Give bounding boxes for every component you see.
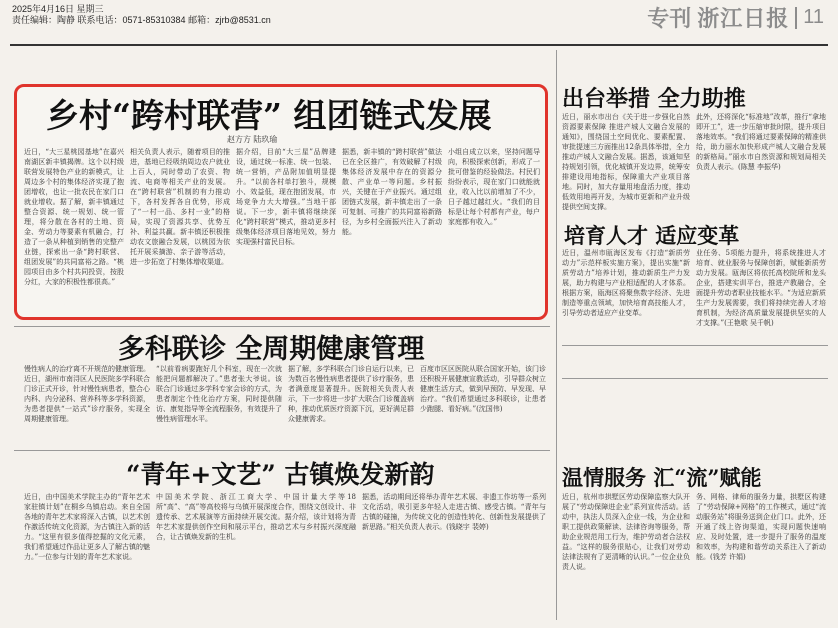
article-4-col-3: 据了解，多学科联合门诊自运行以来，已为数百名慢性病患者提供了诊疗服务，患者满意度显著提升。医院相关负责人表示，下一步将进一步扩大联合门诊覆盖病种，推动优质医疗资源下沉，更好满足群众健康需求。 (288, 365, 414, 423)
article-3-title: 培育人才 适应变革 (564, 220, 743, 250)
article-4-col-1: 慢性病人的治疗离不开规范的健康管理。近日，湖州市南浔区人民医院多学科联合门诊正式开诊，针对慢性病患者，整合心内科、内分泌科、营养科等多学科资源，为患者提供“一站式”诊疗服务，实现全周期健康管理。 (24, 365, 150, 423)
article-1-col-5: 小组自成立以来，坚持问题导向，积极探索创新，形成了一批可借鉴的经验做法。村民们纷纷表示，现在家门口就能就业，收入比以前增加了不少，日子越过越红火。“我们的目标是让每个村都有产业，每户家庭都有收入。” (448, 148, 540, 226)
article-4-col-4: 百度市区区医院从联合国家开始，该门诊还积极开展健康宣教活动，引导群众树立健康生活方式，做到早预防、早发现、早治疗。“我们希望通过多科联诊，让患者少跑腿、看好病。”(沈国伟) (420, 365, 546, 413)
article-1-title: 乡村“跨村联营” 组团链式发展 (46, 96, 492, 135)
article-4-col-2: “以前看病要跑好几个科室，现在一次就能把问题都解决了。”患者张大爷说。该联合门诊通过多学科专家会诊的方式，为患者制定个性化治疗方案，同时提供随访、康复指导等全流程服务，有效提升了慢性病管理水平。 (156, 365, 282, 423)
section-divider (14, 450, 550, 451)
article-1-col-1: 近日，“大三星桃园基地”在嘉兴南湖区新丰镇揭牌。这个以村级联营发展特色产业的新模式，让周边多个村的集体经济实现了抱团增收，也让一批农民在家门口就业增收。据了解，新丰镇通过整合资源、统一规划、统一管理，将分散在各村的土地、资金、劳动力等要素有机融合，打造了一条从种植到销售的完整产业链，探索出一条“跨村联营、组团发展”的共同富裕之路。“桃园项目由多个村共同投资，按股分红，大家的积极性都很高。” (24, 148, 124, 286)
page-number: 11 (803, 6, 824, 28)
article-6-col-2: 务、网格、律师的服务力量，拱墅区构建了“劳动保障+网格”的工作模式，通过“流动服务站”将服务送到企业门口。此外，还开通了线上咨询渠道，实现问题快速响应、及时处置，进一步提升了服务的温度和效率，为构建和谐劳动关系注入了新动能。(钱芳 许娟) (696, 493, 826, 561)
article-1-col-3: 据介绍，目前“大三星”品牌建设，通过统一标准、统一包装、统一营销，产品附加值明显提升。“以前各村单打独斗，规模小、效益低，现在抱团发展，市场竞争力大大增强。”当地干部说。下一步，新丰镇将继续深化“跨村联营”模式，推动更多村级集体经济项目落地见效，努力实现强村富民目标。 (236, 148, 336, 246)
masthead-divider (795, 7, 797, 29)
section-divider (562, 378, 828, 379)
article-1-byline: 赵方方 陆玖瑜 (227, 135, 278, 144)
article-2-col-1: 近日，丽水市出台《关于进一步强化自然资源要素保障 推进产城人文融合发展的通知》，围绕国土空间优化、要素配置、审批提速三方面推出12条具体举措，全力推动产城人文融合发展。据悉，该通知坚持规划引领，优化城镇开发边界，统筹安排建设用地指标，保障重大产业项目落地。同时，加大存量用地盘活力度，推动低效用地再开发，为城市更新和产业升级提供空间支撑。 (562, 113, 690, 211)
article-6-col-1: 近日，杭州市拱墅区劳动保障监察大队开展了“劳动保障进企业”系列宣传活动。活动中，执法人员深入企业一线，为企业和职工提供政策解读、法律咨询等服务，帮助企业规范用工行为，维护劳动者合法权益。“这样的服务很贴心，让我们对劳动法律法规有了更清晰的认识。”一位企业负责人说。 (562, 493, 690, 571)
article-3-col-1: 近日，温州市瓯海区发布《打造“新质劳动力”示范样板实施方案》，提出实施“新质劳动力”培养计划，推动新质生产力发展，助力构建与产业相适配的人才体系。根据方案，瓯海区将聚焦数字经济、先进制造等重点领域，加快培育高技能人才，引导劳动者适应产业变革。 (562, 249, 690, 317)
article-5-col-1: 近日，由中国美术学院主办的“青年艺术家驻镇计划”在桐乡乌镇启动。来自全国各地的青年艺术家将深入古镇，以艺术创作激活传统文化资源，为古镇注入新的活力。“这里有很多值得挖掘的文化元素，我们希望通过作品让更多人了解古镇的魅力。”一位参与计划的青年艺术家说。 (24, 493, 150, 561)
article-5-col-2: 中国美术学院、浙江工商大学、中国计量大学等18所“高”、“高”等高校将与乌镇开展深度合作，围绕文创设计、非遗传承、艺术展演等方面持续开展交流。据介绍，该计划将为青年艺术家提供创作空间和展示平台，推动艺术与乡村振兴深度融合，让古镇焕发新的生机。 (156, 493, 356, 541)
article-3-col-2: 业任务、5项能力提升，将系统推进人才培育、就业服务与保障创新，赋能新质劳动力发展。瓯海区将依托高校院所和龙头企业，搭建实训平台，推进产教融合，全面提升劳动者职业技能水平。“为适应新质生产力发展需要，我们将持续完善人才培育机制，为经济高质量发展提供坚实的人才支撑。”(王艳歌 吴千帆) (696, 249, 826, 327)
section-label: 专刊 (647, 6, 692, 31)
column-divider (556, 50, 557, 620)
issue-date: 2025年4月16日 星期三 (12, 4, 104, 14)
article-6-title: 温情服务 汇“流”赋能 (562, 465, 762, 490)
header-rule (10, 44, 828, 46)
article-2-title: 出台举措 全力助推 (562, 86, 746, 112)
article-4-title: 多科联诊 全周期健康管理 (118, 334, 425, 365)
editor-line: 责任编辑：陶静 联系电话：0571-85310384 邮箱：zjrb@8531.cn (12, 15, 271, 25)
article-2-col-2: 此外，还将深化“标准地”改革，推行“拿地即开工”，进一步压缩审批时限，提升项目落地效率。“我们将通过要素保障的精准供给，助力丽水加快形成产城人文融合发展的新格局。”丽水市自然资源和规划局相关负责人表示。(陈慧 李振华) (696, 113, 826, 171)
article-1-col-2: 相关负责人表示，随着项目的推进，基地已经吸纳周边农户就业上百人，同时带动了农资、物流、电商等相关产业的发展。在“跨村联营”机制的有力推动下，各村发挥各自优势，形成了“一村一品、多村一业”的格局，实现了资源共享、优势互补、利益共赢。新丰镇还积极推动农文旅融合发展，以桃园为依托开展采摘游、亲子游等活动，进一步拓宽了村集体增收渠道。 (130, 148, 230, 266)
page-header-meta (12, 4, 271, 26)
newspaper-logo: 浙江日报 (697, 6, 790, 32)
article-5-title: “青年+文艺” 古镇焕发新韵 (126, 460, 435, 489)
article-5-col-3: 据悉，活动期间还将举办青年艺术展、非遗工作坊等一系列文化活动，吸引更多年轻人走进古镇、感受古镇。“青年与古镇的碰撞，为传统文化的创造性转化、创新性发展提供了新思路。”相关负责人表示。(钱晓宇 裴婷) (362, 493, 546, 531)
article-1-col-4: 据悉，新丰镇的“跨村联营”做法已在全区推广，有效破解了村级集体经济发展中存在的资源分散、产业单一等问题。乡村振兴，关键在于产业振兴。通过组团链式发展，新丰镇走出了一条可复制、可推广的共同富裕新路径，为乡村全面振兴注入了新动能。 (342, 148, 442, 236)
masthead (647, 2, 824, 33)
